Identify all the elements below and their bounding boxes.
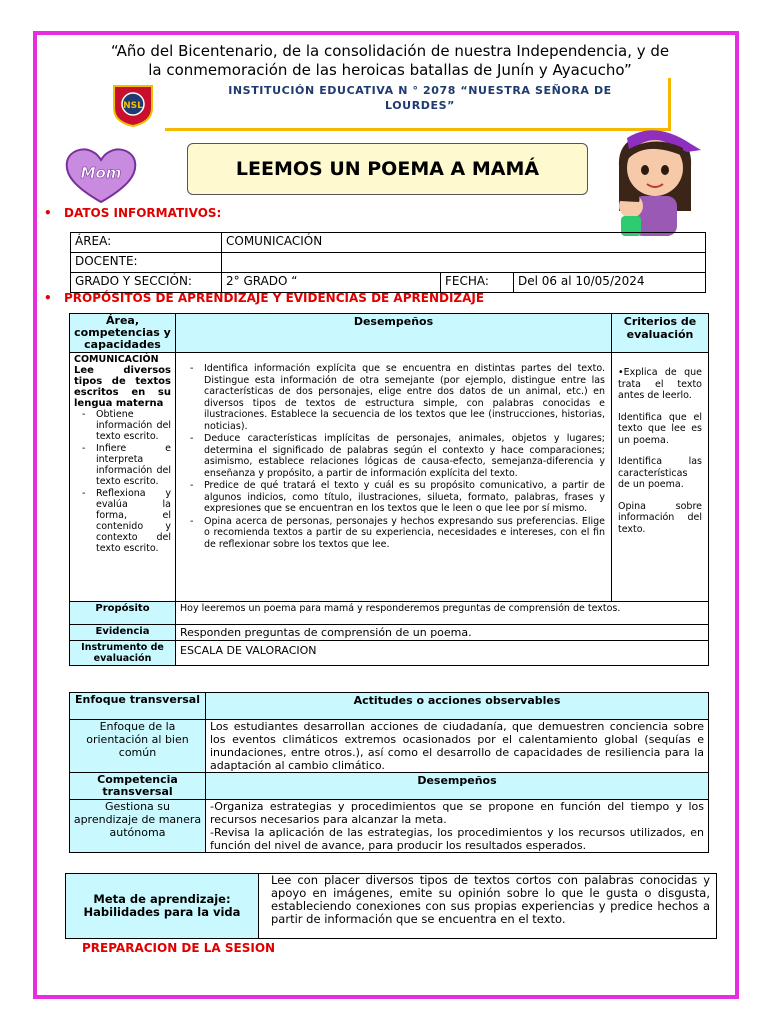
competencia-desempeno-1: -Organiza estrategias y procedimientos que se propone en función del tiempo y los recursos necesarios para alcanzar la meta. xyxy=(210,800,704,826)
evidencia-label: Evidencia xyxy=(70,625,176,641)
section-datos-label: DATOS INFORMATIVOS: xyxy=(64,206,222,220)
desempeno-item: - Predice de qué tratará el texto y cuál es su propósito comunicativo, a partir de algunos indicios, como título, ilustraciones, silueta, formato, palabras, frases y expresiones que se encuentran en los textos que le leen o que lee por sí mismo. xyxy=(204,480,605,515)
meta-table xyxy=(65,873,717,939)
actitudes-header: Actitudes o acciones observables xyxy=(206,693,709,720)
meta-label: Meta de aprendizaje: Habilidades para la vida xyxy=(66,874,259,939)
area-name: COMUNICACIÓN xyxy=(74,354,159,365)
docente-label: DOCENTE: xyxy=(71,253,222,273)
criterio-item: •Explica de que trata el texto antes de leerlo. xyxy=(618,367,702,401)
area-value: COMUNICACIÓN xyxy=(222,233,706,253)
purpose-table xyxy=(69,313,709,666)
transversal-table xyxy=(69,692,709,853)
evidencia-value: Responden preguntas de comprensión de un poema. xyxy=(176,625,709,641)
desempenos-header: Desempeños xyxy=(206,773,709,800)
bullet-icon: • xyxy=(44,291,52,305)
capacidades-list xyxy=(74,409,171,554)
fecha-value: Del 06 al 10/05/2024 xyxy=(514,273,706,293)
header-criterios: Criterios de evaluación xyxy=(612,314,709,353)
desempenos-list xyxy=(182,363,605,550)
competencia-desempenos xyxy=(206,800,709,853)
bullet-icon: • xyxy=(44,206,52,220)
instrumento-label: Instrumento de evaluación xyxy=(70,641,176,666)
mom-heart-icon xyxy=(63,146,139,204)
instrumento-value: ESCALA DE VALORACION xyxy=(176,641,709,666)
motto-line-2: la conmemoración de las heroicas batallas de Junín y Ayacucho” xyxy=(148,61,632,79)
grado-label: GRADO Y SECCIÓN: xyxy=(71,273,222,293)
competencia-value: Gestiona su aprendizaje de manera autónoma xyxy=(70,800,206,853)
header-area: Área, competencias y capacidades xyxy=(70,314,176,353)
capacidad-item: - Infiere e interpreta información del texto escrito. xyxy=(96,443,171,487)
motto xyxy=(60,42,720,80)
motto-line-1: “Año del Bicentenario, de la consolidación de nuestra Independencia, y de xyxy=(110,42,670,60)
section-preparacion: PREPARACION DE LA SESION xyxy=(82,941,276,955)
actitudes-value: Los estudiantes desarrollan acciones de ciudadanía, que demuestren conciencia sobre los eventos climáticos extremos ocasionados por el calentamiento global (sequías e inundaciones, entre otros.), así como el desarrollo de capacidades de resiliencia para la adaptación al cambio climático. xyxy=(206,720,709,773)
capacidad-item: - Obtiene información del texto escrito. xyxy=(96,409,171,442)
school-name-line-2: LOURDES” xyxy=(385,99,455,112)
school-name xyxy=(195,83,645,113)
section-propositos-label: PROPÓSITOS DE APRENDIZAJE Y EVIDENCIAS DE APRENDIZAJE xyxy=(64,291,485,305)
lesson-title: LEEMOS UN POEMA A MAMÁ xyxy=(187,143,588,195)
enfoque-value: Enfoque de la orientación al bien común xyxy=(70,720,206,773)
area-label: ÁREA: xyxy=(71,233,222,253)
proposito-label: Propósito xyxy=(70,602,176,625)
meta-text: Lee con placer diversos tipos de textos cortos con palabras conocidas y apoyo en imágenes, emite su opinión sobre lo que le gusta o disgusta, estableciendo conexiones con sus propias experiencias y predice hechos a partir de información que se encuentra en el texto. xyxy=(259,874,717,939)
competencia-desempeno-2: -Revisa la aplicación de las estrategias, los procedimientos y los recursos utilizados, en función del nivel de avance, para producir los resultados esperados. xyxy=(210,826,704,852)
school-name-line-1: INSTITUCIÓN EDUCATIVA N ° 2078 “NUESTRA SEÑORA DE xyxy=(228,84,612,97)
competencia-header: Competencia transversal xyxy=(70,773,206,800)
heart-text: Mom xyxy=(80,164,122,182)
competencia: Lee diversos tipos de textos escritos en su lengua materna xyxy=(74,365,171,409)
criterios-cell xyxy=(612,353,709,602)
section-propositos xyxy=(44,291,484,305)
criterio-item: Opina sobre información del texto. xyxy=(618,500,702,535)
badge-text: NSL xyxy=(123,101,143,111)
desempeno-item: - Deduce características implícitas de personajes, animales, objetos y lugares; determina el significado de palabras según el contexto y hace comparaciones; asimismo, establece relaciones lógicas de causa-efecto, semejanza-diferencia y enseñanza y propósito, a partir de información explícita del texto. xyxy=(204,433,605,479)
school-badge-icon xyxy=(110,82,156,128)
criterio-item: Identifica las características de un poema. xyxy=(618,456,702,490)
docente-value xyxy=(222,253,706,273)
criterio-item: Identifica que el texto que lee es un poema. xyxy=(618,411,702,446)
info-table xyxy=(70,232,706,293)
desempeno-item: - Opina acerca de personas, personajes y hechos expresando sus preferencias. Elige o recomienda textos a partir de su experiencia, necesidades e intereses, con el fin de reflexionar sobre los textos que lee. xyxy=(204,516,605,551)
proposito-value: Hoy leeremos un poema para mamá y responderemos preguntas de comprensión de textos. xyxy=(176,602,709,625)
fecha-label: FECHA: xyxy=(441,273,514,293)
enfoque-header: Enfoque transversal xyxy=(70,693,206,720)
mother-child-illustration-icon xyxy=(605,126,710,241)
desempeno-item: - Identifica información explícita que se encuentra en distintas partes del texto. Distingue esta información de otra semejante (por ejemplo, distingue entre las características de dos personajes, elige entre dos datos de un animal, etc.) en diversos tipos de textos de estructura simple, con palabras conocidas e ilustraciones. Establece la secuencia de los textos que lee (instrucciones, historias, noticias). xyxy=(204,363,605,432)
header-desempenos: Desempeños xyxy=(176,314,612,353)
capacidad-item: - Reflexiona y evalúa la forma, el contenido y contexto del texto escrito. xyxy=(96,488,171,554)
grado-value: 2° GRADO “ xyxy=(222,273,441,293)
area-cell xyxy=(70,353,176,602)
desempenos-cell xyxy=(176,353,612,602)
section-datos xyxy=(44,206,221,220)
